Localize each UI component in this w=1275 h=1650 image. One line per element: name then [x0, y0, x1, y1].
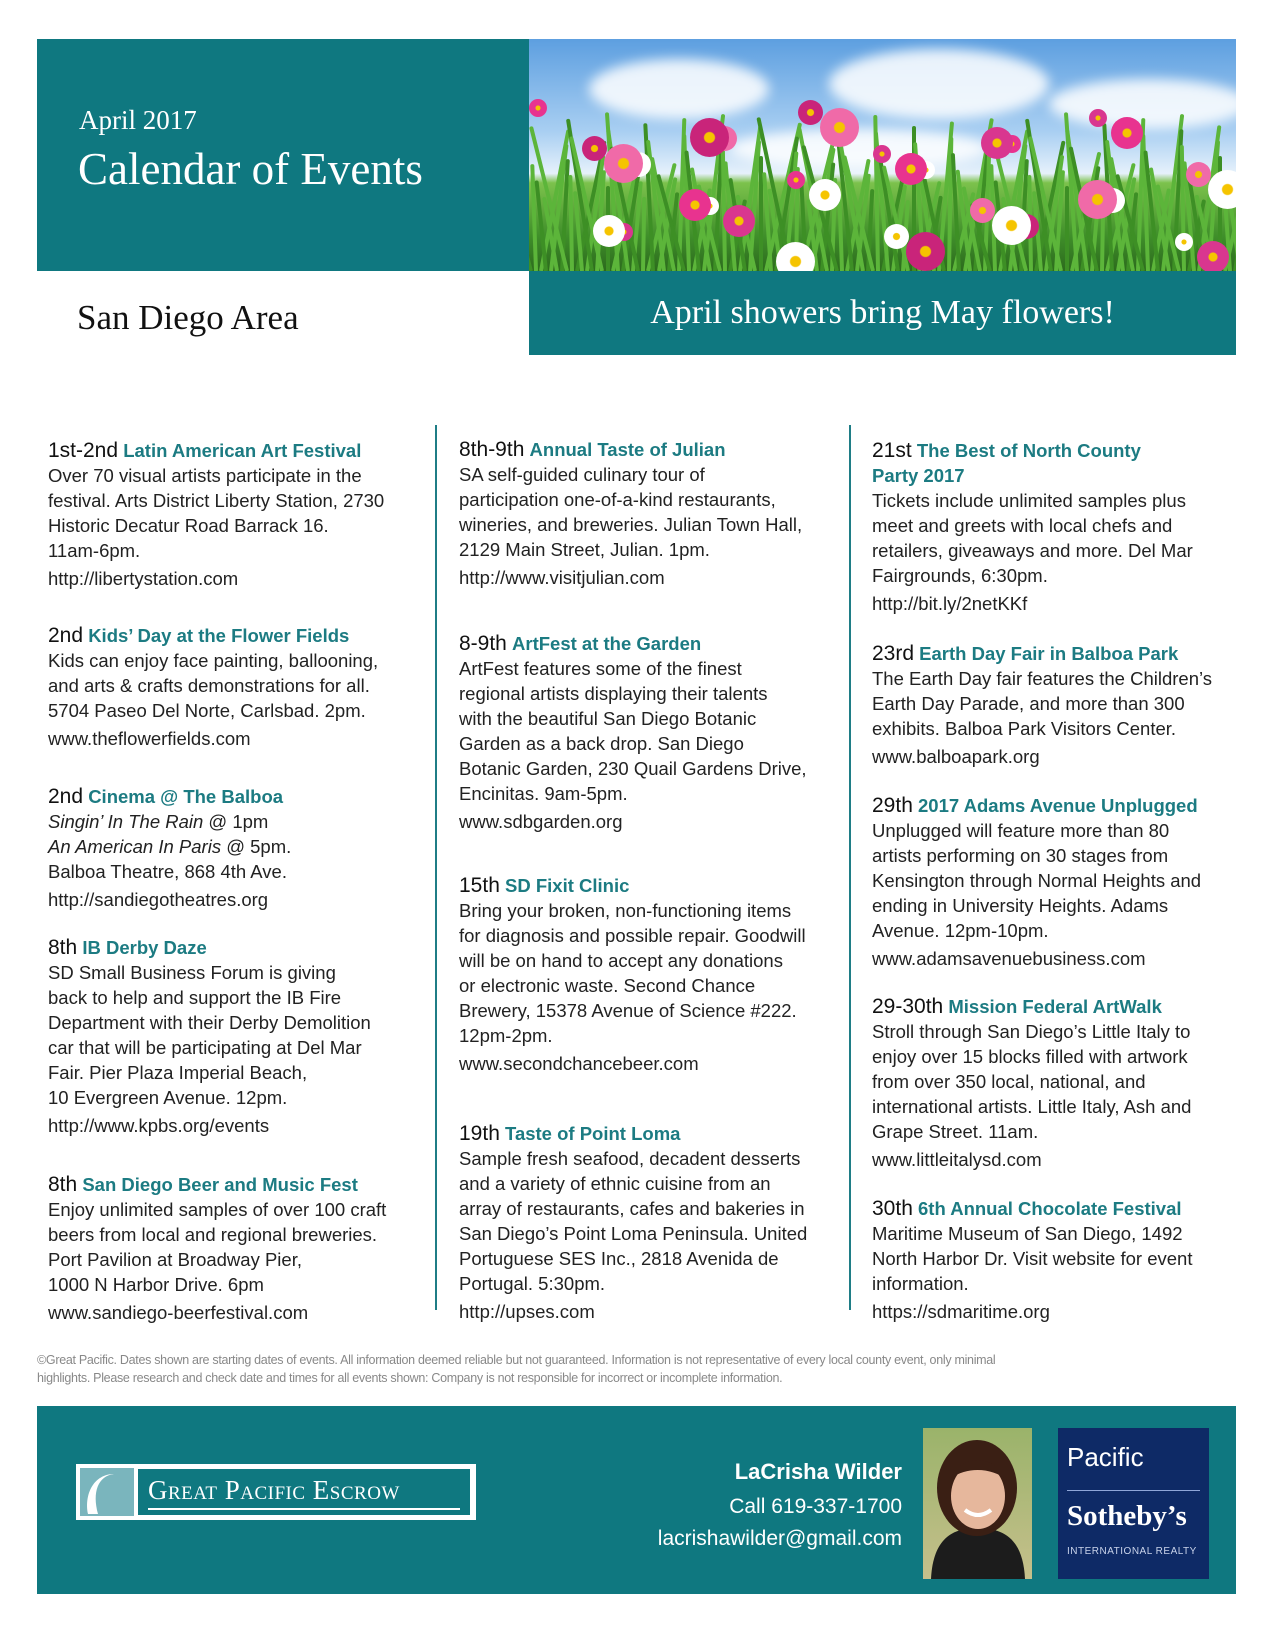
event-description-line: Unplugged will feature more than 80	[872, 820, 1170, 841]
column-divider	[849, 425, 851, 1310]
flower	[981, 127, 1013, 159]
event-description-line: Department with their Derby Demolition	[48, 1012, 371, 1033]
event-description-line: Botanic Garden, 230 Quail Gardens Drive,	[459, 758, 807, 779]
flower	[970, 198, 995, 223]
flower	[787, 171, 805, 189]
event-link[interactable]: www.secondchancebeer.com	[459, 1053, 699, 1074]
film-title: An American In Paris	[48, 836, 222, 857]
event-description-line: Kids can enjoy face painting, ballooning,	[48, 650, 379, 671]
month-label: April 2017	[79, 105, 197, 135]
event-description-line: Grape Street. 11am.	[872, 1121, 1039, 1142]
event-description-line: Enjoy unlimited samples of over 100 craft	[48, 1199, 387, 1220]
event-date: 29-30th	[872, 995, 944, 1018]
cloud	[829, 49, 1049, 119]
event-title: 2017 Adams Avenue Unplugged	[918, 795, 1198, 816]
event-description-line: beers from local and regional breweries.	[48, 1224, 378, 1245]
sothebys-logo: Pacific Sotheby’s INTERNATIONAL REALTY	[1058, 1428, 1209, 1579]
event-date: 21st	[872, 439, 912, 462]
event-date: 8th-9th	[459, 438, 525, 461]
event-description-line: for diagnosis and possible repair. Goodwill	[459, 925, 806, 946]
flower	[906, 232, 945, 271]
film-title: Singin’ In The Rain	[48, 811, 204, 832]
event-description-line: artists performing on 30 stages from	[872, 845, 1169, 866]
header-panel	[37, 39, 529, 271]
event-description-line: Brewery, 15378 Avenue of Science #222.	[459, 1000, 797, 1021]
event-item	[872, 1196, 1257, 1324]
event-description-line: enjoy over 15 blocks filled with artwork	[872, 1046, 1188, 1067]
flower	[873, 145, 891, 163]
event-description-line: retailers, giveaways and more. Del Mar	[872, 540, 1193, 561]
event-title: IB Derby Daze	[82, 937, 207, 958]
event-description-line: Portuguese SES Inc., 2818 Avenida de	[459, 1248, 779, 1269]
event-link[interactable]: http://www.visitjulian.com	[459, 567, 665, 588]
event-item	[872, 994, 1257, 1172]
event-description-line: 10 Evergreen Avenue. 12pm.	[48, 1087, 288, 1108]
tagline-banner: April showers bring May flowers!	[529, 271, 1236, 355]
event-title: Taste of Point Loma	[505, 1123, 681, 1144]
event-description-line: Fairgrounds, 6:30pm.	[872, 565, 1048, 586]
event-link[interactable]: www.theflowerfields.com	[48, 728, 251, 749]
agent-photo	[923, 1428, 1032, 1579]
event-link[interactable]: http://www.kpbs.org/events	[48, 1115, 270, 1136]
column-divider	[435, 425, 437, 1310]
flower	[723, 205, 755, 237]
event-title: 6th Annual Chocolate Festival	[918, 1198, 1182, 1219]
event-link[interactable]: http://sandiegotheatres.org	[48, 889, 269, 910]
event-description-line: 11am-6pm.	[48, 540, 141, 561]
flower	[798, 100, 823, 125]
event-description-line: Portugal. 5:30pm.	[459, 1273, 606, 1294]
flower	[593, 215, 625, 247]
agent-name: LaCrisha Wilder	[734, 1459, 902, 1484]
event-description-line: 2129 Main Street, Julian. 1pm.	[459, 539, 710, 560]
event-description-line: Fair. Pier Plaza Imperial Beach,	[48, 1062, 308, 1083]
film-time: @ 5pm.	[221, 836, 292, 857]
event-item	[872, 793, 1257, 971]
event-date: 30th	[872, 1197, 913, 1220]
event-description-line: Balboa Theatre, 868 4th Ave.	[48, 861, 287, 882]
event-description-line: wineries, and breweries. Julian Town Hall,	[459, 514, 803, 535]
event-description-line: ArtFest features some of the finest	[459, 658, 742, 679]
disclaimer-line: ©Great Pacific. Dates shown are starting dates of events. All information deemed reliable but not guaranteed. Information is not representative of every local county event, only minimal	[37, 1353, 996, 1367]
event-item	[459, 873, 844, 1076]
event-description-line: international artists. Little Italy, Ash and	[872, 1096, 1192, 1117]
event-title: ArtFest at the Garden	[512, 633, 702, 654]
event-description-line: Kensington through Normal Heights and	[872, 870, 1202, 891]
event-title: Annual Taste of Julian	[529, 439, 726, 460]
flower	[992, 206, 1031, 245]
flower	[690, 118, 729, 157]
event-date: 1st-2nd	[48, 439, 119, 462]
event-date: 19th	[459, 1122, 500, 1145]
event-link[interactable]: www.sandiego-beerfestival.com	[48, 1302, 309, 1323]
event-date: 2nd	[48, 624, 84, 647]
agent-email[interactable]: lacrishawilder@gmail.com	[657, 1527, 902, 1550]
flower	[679, 189, 711, 221]
event-description-line: from over 350 local, national, and	[872, 1071, 1146, 1092]
event-description-line: Bring your broken, non-functioning items	[459, 900, 792, 921]
flower	[1078, 180, 1117, 219]
event-description-line: Encinitas. 9am-5pm.	[459, 783, 628, 804]
event-item	[48, 1172, 433, 1325]
event-date: 8th	[48, 936, 78, 959]
film-time: @ 1pm	[203, 811, 269, 832]
event-link[interactable]: http://upses.com	[459, 1301, 595, 1322]
event-link[interactable]: www.adamsavenuebusiness.com	[872, 948, 1146, 969]
footer	[37, 1406, 1236, 1594]
flower	[582, 136, 607, 161]
event-date: 15th	[459, 874, 500, 897]
event-description-line: festival. Arts District Liberty Station, 2730	[48, 490, 385, 511]
flower	[1175, 233, 1193, 251]
event-description-line: SD Small Business Forum is giving	[48, 962, 336, 983]
event-link[interactable]: www.littleitalysd.com	[872, 1149, 1042, 1170]
event-title: SD Fixit Clinic	[505, 875, 630, 896]
event-item	[459, 631, 844, 834]
event-description-line: San Diego’s Point Loma Peninsula. United	[459, 1223, 808, 1244]
event-item	[48, 935, 433, 1138]
event-date: 23rd	[872, 642, 915, 665]
event-title: Cinema @ The Balboa	[88, 786, 284, 807]
agent-phone[interactable]: Call 619-337-1700	[729, 1495, 902, 1518]
event-description-line: or electronic waste. Second Chance	[459, 975, 756, 996]
event-item	[459, 1121, 844, 1324]
great-pacific-escrow-logo: Great Pacific Escrow	[76, 1464, 476, 1520]
event-item	[459, 437, 844, 590]
flower	[1111, 117, 1143, 149]
event-date: 29th	[872, 794, 913, 817]
event-date: 2nd	[48, 785, 84, 808]
wave-icon	[80, 1468, 134, 1516]
event-description-line: Tickets include unlimited samples plus	[872, 490, 1186, 511]
event-description-line: 12pm-2pm.	[459, 1025, 553, 1046]
event-description-line: Avenue. 12pm-10pm.	[872, 920, 1049, 941]
agent-contact	[658, 1459, 902, 1551]
flower	[820, 108, 859, 147]
event-description-line: information.	[872, 1273, 969, 1294]
flower	[884, 224, 909, 249]
event-description-line: array of restaurants, cafes and bakeries in	[459, 1198, 805, 1219]
event-title: Mission Federal ArtWalk	[948, 996, 1162, 1017]
event-link[interactable]: https://sdmaritime.org	[872, 1301, 1050, 1322]
event-description-line: 1000 N Harbor Drive. 6pm	[48, 1274, 264, 1295]
flower	[529, 99, 547, 117]
event-description-line: participation one-of-a-kind restaurants,	[459, 489, 776, 510]
page-title: Calendar of Events	[78, 144, 423, 194]
event-title: The Best of North County	[916, 440, 1141, 461]
flower	[604, 144, 643, 183]
event-description-line: regional artists displaying their talents	[459, 683, 768, 704]
disclaimer-line: highlights. Please research and check date and times for all events shown: Company is not responsible for incorrect or incomplete information.	[37, 1371, 783, 1385]
event-description-line: car that will be participating at Del Mar	[48, 1037, 362, 1058]
event-item	[872, 438, 1257, 616]
event-description-line: and a variety of ethnic cuisine from an	[459, 1173, 771, 1194]
event-date: 8-9th	[459, 632, 507, 655]
flower	[1089, 109, 1107, 127]
event-description-line: Stroll through San Diego’s Little Italy to	[872, 1021, 1191, 1042]
event-description-line: ending in University Heights. Adams	[872, 895, 1169, 916]
disclaimer	[37, 1351, 1237, 1387]
event-description-line: SA self-guided culinary tour of	[459, 464, 705, 485]
flower-field-image	[529, 39, 1236, 271]
event-description-line: Garden as a back drop. San Diego	[459, 733, 744, 754]
event-description-line: will be on hand to accept any donations	[459, 950, 783, 971]
event-description-line: and arts & crafts demonstrations for all.	[48, 675, 370, 696]
flower	[1186, 162, 1211, 187]
event-title: San Diego Beer and Music Fest	[82, 1174, 358, 1195]
event-description-line: Port Pavilion at Broadway Pier,	[48, 1249, 302, 1270]
event-description-line: The Earth Day fair features the Children’s	[872, 668, 1213, 689]
event-item	[48, 623, 433, 751]
event-description-line: Maritime Museum of San Diego, 1492	[872, 1223, 1183, 1244]
event-description-line: Earth Day Parade, and more than 300	[872, 693, 1185, 714]
event-title: Latin American Art Festival	[123, 440, 362, 461]
flower	[809, 179, 841, 211]
event-description-line: North Harbor Dr. Visit website for event	[872, 1248, 1193, 1269]
event-description-line: Over 70 visual artists participate in the	[48, 465, 362, 486]
event-link[interactable]: http://libertystation.com	[48, 568, 239, 589]
flower	[1197, 241, 1229, 271]
event-title: Kids’ Day at the Flower Fields	[88, 625, 350, 646]
flower	[895, 153, 927, 185]
event-description-line: back to help and support the IB Fire	[48, 987, 342, 1008]
event-description-line: Sample fresh seafood, decadent desserts	[459, 1148, 801, 1169]
event-description-line: with the beautiful San Diego Botanic	[459, 708, 757, 729]
event-description-line: Historic Decatur Road Barrack 16.	[48, 515, 329, 536]
event-description-line: meet and greets with local chefs and	[872, 515, 1173, 536]
event-title: Earth Day Fair in Balboa Park	[919, 643, 1179, 664]
event-item	[872, 641, 1257, 769]
event-date: 8th	[48, 1173, 78, 1196]
event-link[interactable]: www.balboapark.org	[872, 746, 1040, 767]
event-description-line: exhibits. Balboa Park Visitors Center.	[872, 718, 1177, 739]
event-title-cont: Party 2017	[872, 465, 965, 486]
event-item	[48, 784, 433, 912]
event-item	[48, 438, 433, 591]
event-link[interactable]: http://bit.ly/2netKKf	[872, 593, 1028, 614]
cloud	[589, 59, 769, 119]
event-link[interactable]: www.sdbgarden.org	[459, 811, 623, 832]
event-description-line: 5704 Paseo Del Norte, Carlsbad. 2pm.	[48, 700, 366, 721]
area-heading: San Diego Area	[77, 298, 299, 337]
